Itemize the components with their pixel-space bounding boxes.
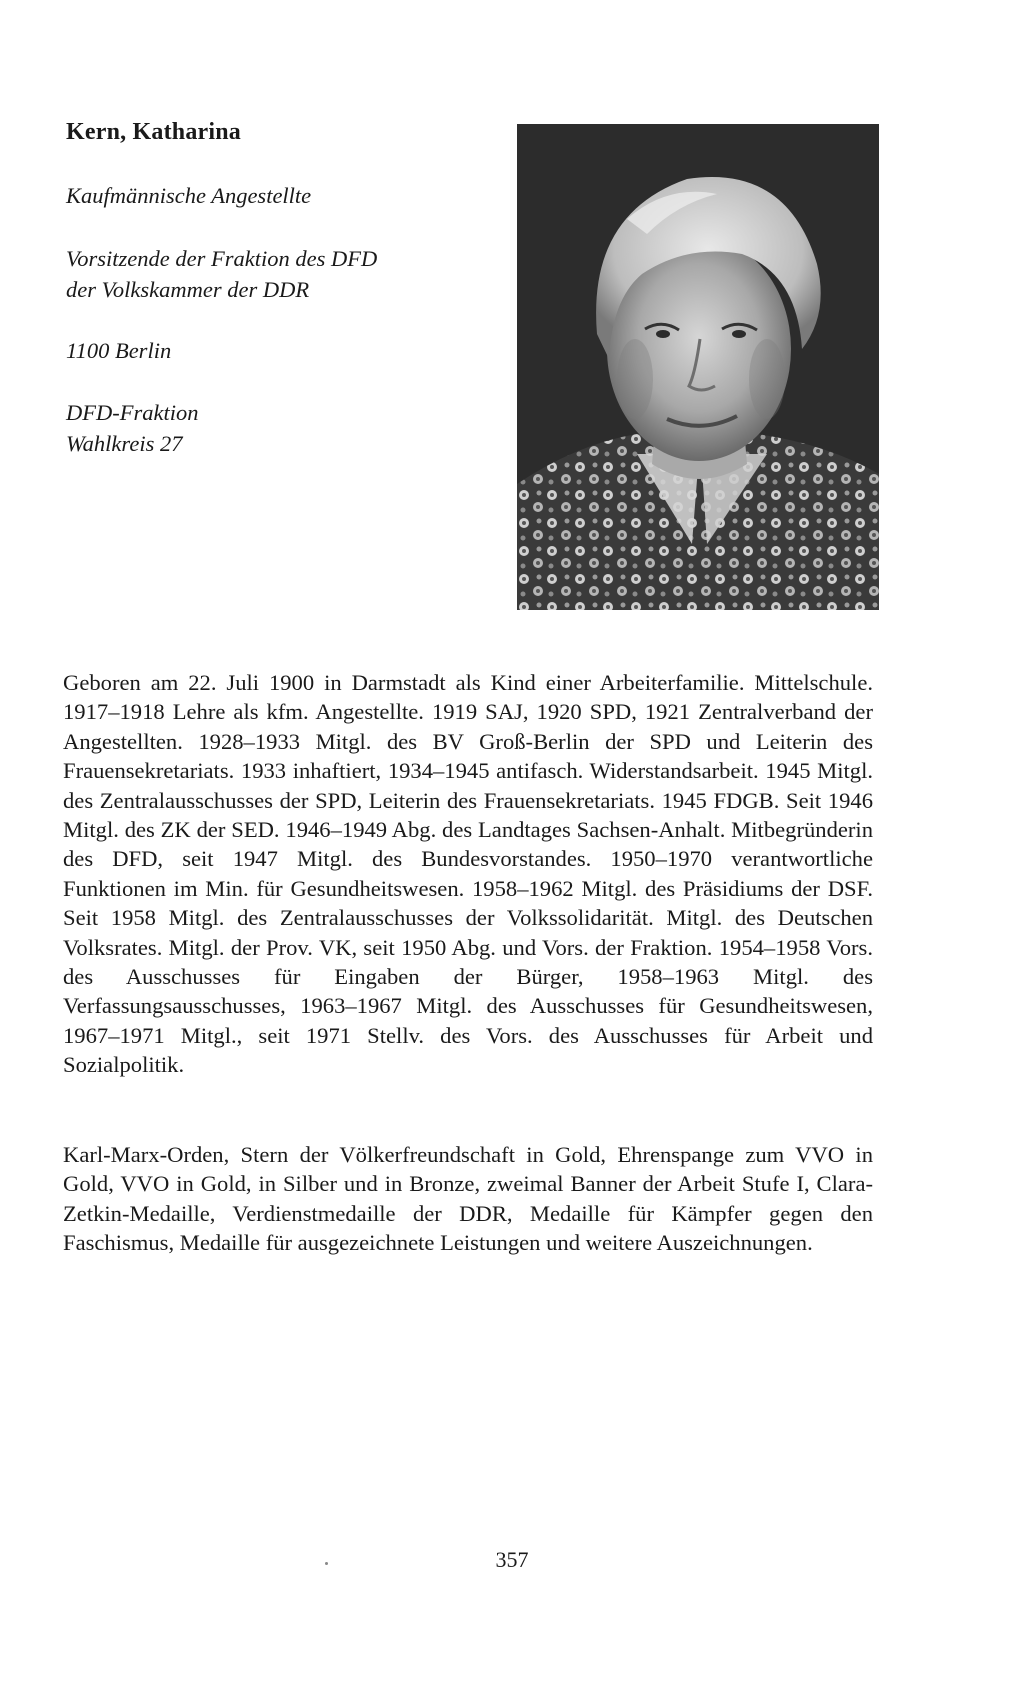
portrait-photo [517,124,879,610]
position-line-1: Vorsitzende der Fraktion des DFD [66,246,378,271]
affiliation-line-1: DFD-Fraktion [66,400,199,425]
occupation-text: Kaufmännische Angestellte [66,183,312,208]
location [66,335,171,366]
page-number: 357 [495,1547,529,1572]
awards-text: Karl-Marx-Orden, Stern der Völkerfreundschaft in Gold, Ehrenspange zum VVO in Gold, VVO in Gold, in Silber und in Bronze, zweimal Banner der Arbeit Stufe I, Clara-Zetkin-Medaille, Verdienstmedaille der DDR, Medaille für Kämpfer gegen den Faschismus, Medaille für ausgezeichnete Leistungen und weitere Auszeichnungen. [63,1142,873,1256]
location-text: 1100 Berlin [66,338,172,363]
affiliation-line-2: Wahlkreis 27 [66,431,183,456]
biography-text: Geboren am 22. Juli 1900 in Darmstadt als Kind einer Arbeiterfamilie. Mittelschule. 1917–1918 Lehre als kfm. Angestellte. 1919 SAJ, 1920 SPD, 1921 Zentralverband der Angestellten. 1928–1933 Mitgl. des BV Groß-Berlin der SPD und Leiterin des Frauensekretariats. 1933 inhaftiert, 1934–1945 antifasch. Widerstandsarbeit. 1945 Mitgl. des Zentralausschusses der SPD, Leiterin des Frauensekretariats. 1945 FDGB. Seit 1946 Mitgl. des ZK der SED. 1946–1949 Abg. des Landtages Sachsen-Anhalt. Mitbegründerin des DFD, seit 1947 Mitgl. des Bundesvorstandes. 1950–1970 verantwortliche Funktionen im Min. für Gesundheitswesen. 1958–1962 Mitgl. des Präsidiums der DSF. Seit 1958 Mitgl. des Zentralausschusses der Volkssolidarität. Mitgl. des Deutschen Volksrates. Mitgl. der Prov. VK, seit 1950 Abg. und Vors. der Fraktion. 1954–1958 Vors. des Ausschusses für Eingaben der Bürger, 1958–1963 Mitgl. des Verfassungsausschusses, 1963–1967 Mitgl. des Ausschusses für Gesundheitswesen, 1967–1971 Mitgl., seit 1971 Stellv. des Vors. des Ausschusses für Arbeit und Sozialpolitik. [63,670,873,1078]
affiliation [66,397,198,459]
biography [63,668,873,1080]
position-line-2: der Volkskammer der DDR [66,277,310,302]
person-name: Kern, Katharina [66,119,241,145]
portrait-image [517,124,879,610]
position [66,243,377,305]
awards [63,1140,873,1258]
occupation [66,180,311,211]
